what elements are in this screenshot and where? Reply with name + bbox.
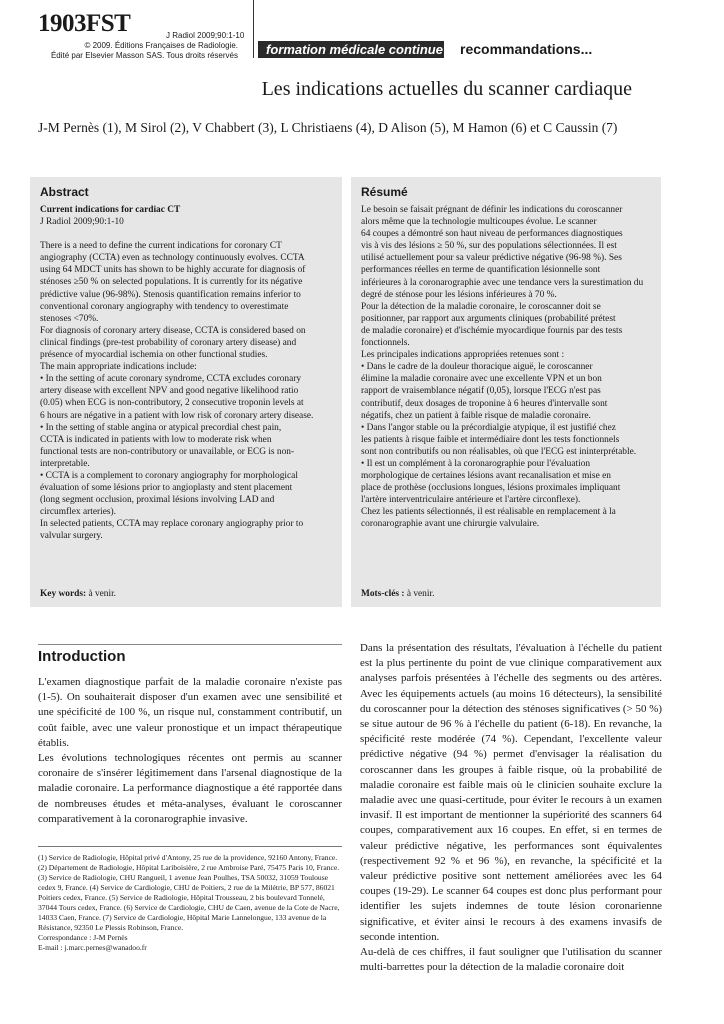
intro-paragraph-1: L'examen diagnostique parfait de la maladie coronaire n'existe pas (1-5). On souhaiterait disposer d'un examen avec une sensibilité et une spécificité de 100 %, un risque nul, constamment contributif, un coût faible, avec une valeur pronostique et un impact thérapeutique établis. [38,676,342,749]
affiliations-text: (1) Service de Radiologie, Hôpital privé d'Antony, 25 rue de la providence, 92160 Antony, France. (2) Département de Radiologie, Hôpital Lariboisière, 2 rue Ambroise Paré, 75475 Paris 10, France. (3) Service de Radiologie, CHU Rangueil, 1 avenue Jean Poulhes, TSA 50032, 31059 Toulouse cedex 9, France. (4) Service de Cardiologie, CHU de Poitiers, 2 rue de la Milétrie, BP 577, 86021 Poitiers cedex, France. (5) Service de Radiologie, Hôpital Trousseau, 2 bis boulevard Tonnelé, 37044 Tours cedex, France. (6) Service de Cardiologie, CHU de Caen, avenue de la Cote de Nacre, 14033 Caen, France. (7) Service de Cardiologie, Hôpital Marie Lannelongue, 133 avenue de la Résistance, 92350 Le Plessis Robinson, France. [38,853,340,932]
abstract-subtitle: Current indications for cardiac CT [40,205,181,215]
resume-heading: Résumé [361,185,408,199]
article-title: Les indications actuelles du scanner cardiaque [261,78,632,100]
copyright-line-1: © 2009. Éditions Françaises de Radiologie. [84,41,238,50]
abstract-panel [30,177,342,607]
abstract-body: There is a need to define the current indications for coronary CT angiography (CCTA) even as technology continuously evolves. CCTA using 64 MDCT units has shown to be highly accurate for diagnosis of sténoses ≥50 % on selected populations. It is currently for its négative prédictive value (96-98%). Stenosis quantification remains inferior to conventional coronary angiography with tendency to overestimate stenoses <70%. For diagnosis of coronary artery disease, CCTA is considered based on clinical findings (pre-test probability of coronary artery disease) and présence of myocardial ischemia on other functional studies. The main appropriate indications include: • In the setting of acute coronary syndrome, CCTA excludes coronary artery disease with excellent NPV and good negative likelihood ratio (0.05) when ECG is non-contributory, 2 consecutive troponin levels at 6 hours are négative in a patient with low risk of coronary artery disease. • In the setting of stable angina or atypical precordial chest pain, CCTA is indicated in patients with low to moderate risk when functional tests are non-contributory or unavailable, or ECG is non- interpretable. • CCTA is a complement to coronary angiography for morphological évaluation of some lésions prior to angioplasty and stent placement (long segment occlusion, proximal lésions involving LAD and circumflex arteries). In selected patients, CCTA may replace coronary angiography prior to valvular surgery. [40,241,314,542]
abstract-heading: Abstract [40,185,89,199]
right-paragraph-1: Dans la présentation des résultats, l'évaluation à l'échelle du patient est la plus pertinente du point de vue clinique comparativement aux analyses parfois présentées à l'échelle des segments ou des artères. Avec les équipements actuels (au moins 16 détecteurs), la sensibilité du coroscanner pour la détection des sténoses significatives (> 50 %) se situe autour de 96 % à l'échelle du patient (6-18). En revanche, la spécificité reste modérée (74 %). Cependant, l'excellente valeur prédictive négative (94 %) permet d'envisager la réalisation du coroscanner dans les groupes à faible risque, où la probabilité de maladie coronaire est faible mais où le clinicien souhaite exclure la maladie avec une quasi-certitude, pour éviter le recours à un examen invasif. Il est important de mentionner la supériorité des scanners 64 coupes, comparativement aux 16 coupes. En effet, si en termes de valeur prédictive négative, les performances sont équivalentes (respectivement 92 % et 96 %), en revanche, la spécificité et la valeur prédictive positive sont nettement améliorées avec les 64 coupes (19-29). Le scanner 64 coupes est donc plus performant pour identifier les sujets indemnes de toute lésion coronarienne significative, et éviter ainsi le recours à des examens invasifs de seconde intention. [360,642,662,943]
keywords-label: Key words: [40,589,87,599]
resume-keywords [361,589,434,599]
article-authors: J-M Pernès (1), M Sirol (2), V Chabbert (3), L Christiaens (4), D Alison (5), M Hamon (6) et C Caussin (7) [38,120,618,135]
copyright-notice [38,41,238,61]
keywords-value: à venir. [88,589,117,599]
affiliations-footnote [38,846,342,953]
section-banner: formation médicale continue [258,41,444,58]
intro-paragraph-2: Les évolutions technologiques récentes ont permis au scanner coronaire de s'insérer légitimement dans l'arsenal diagnostique de la maladie coronaire. La performance diagnostique a été rapportée dans de nombreuses études et méta-analyses, évaluant le coroscanner comparativement à la coronarographie invasive. [38,752,342,825]
resume-body: Le besoin se faisait prégnant de définir les indications du coroscanner alors même que la technologie multicoupes évolue. Le scanner 64 coupes a démontré son haut niveau de performances diagnostiques vis à vis des lésions ≥ 50 %, sur des populations sélectionnées. Il est utilisé actuellement pour sa valeur prédictive négative (96-98 %). Ses performances réelles en terme de quantification lésionnelle sont inférieures à la coronarographie avec une tendance vers la surestimation du degré de sténose pour les lésions inférieures à 70 %. Pour la détection de la maladie coronaire, le coroscanner doit se positionner, par rapport aux arguments cliniques (probabilité prétest de maladie coronaire) et d'ischémie myocardique fournis par des tests fonctionnels. Les principales indications appropriées retenues sont : • Dans le cadre de la douleur thoracique aiguë, le coroscanner élimine la maladie coronaire avec une excellente VPN et un bon rapport de vraisemblance négatif (0,05), lorsque l'ECG n'est pas contributif, deux dosages de troponine à 6 heures d'intervalle sont négatifs, chez un patient à faible risque de maladie coronaire. • Dans l'angor stable ou la précordialgie atypique, il est justifié chez les patients à risque faible et intermédiaire dont les tests fonctionnels sont non contributifs ou non réalisables, où que l'ECG est ininterprétable. • Il est un complément à la coronarographie pour l'évaluation morphologique de certaines lésions avant recanalisation et mise en place de prothèse (occlusions longues, lésions proximales impliquant l'artère interventriculaire antérieure et l'artère circonflexe). Chez les patients sélectionnés, il est réalisable en remplacement à la coronarographie avant une chirurgie valvulaire. [361,205,644,530]
body-right-column [360,641,662,975]
email-line: E-mail : j.marc.pernes@wanadoo.fr [38,943,147,952]
abstract-keywords [40,589,116,599]
motscles-value: à venir. [406,589,435,599]
journal-reference: J Radiol 2009;90:1-10 [166,31,245,40]
motscles-label: Mots-clés : [361,589,405,599]
header-divider [253,0,254,58]
introduction-heading: Introduction [38,648,126,665]
document-code: 1903FST [38,10,131,37]
section-category: recommandations... [460,41,593,57]
copyright-line-2: Édité par Elsevier Masson SAS. Tous droits réservés [50,51,238,60]
resume-panel [351,177,661,607]
intro-divider [38,644,342,645]
abstract-reference: J Radiol 2009;90:1-10 [40,217,124,228]
introduction-section [38,648,342,827]
right-paragraph-2: Au-delà de ces chiffres, il faut souligner que l'utilisation du scanner multi-barrettes pour la détection de la maladie coronaire doit [360,946,662,974]
correspondence-line: Correspondance : J-M Pernès [38,933,128,942]
